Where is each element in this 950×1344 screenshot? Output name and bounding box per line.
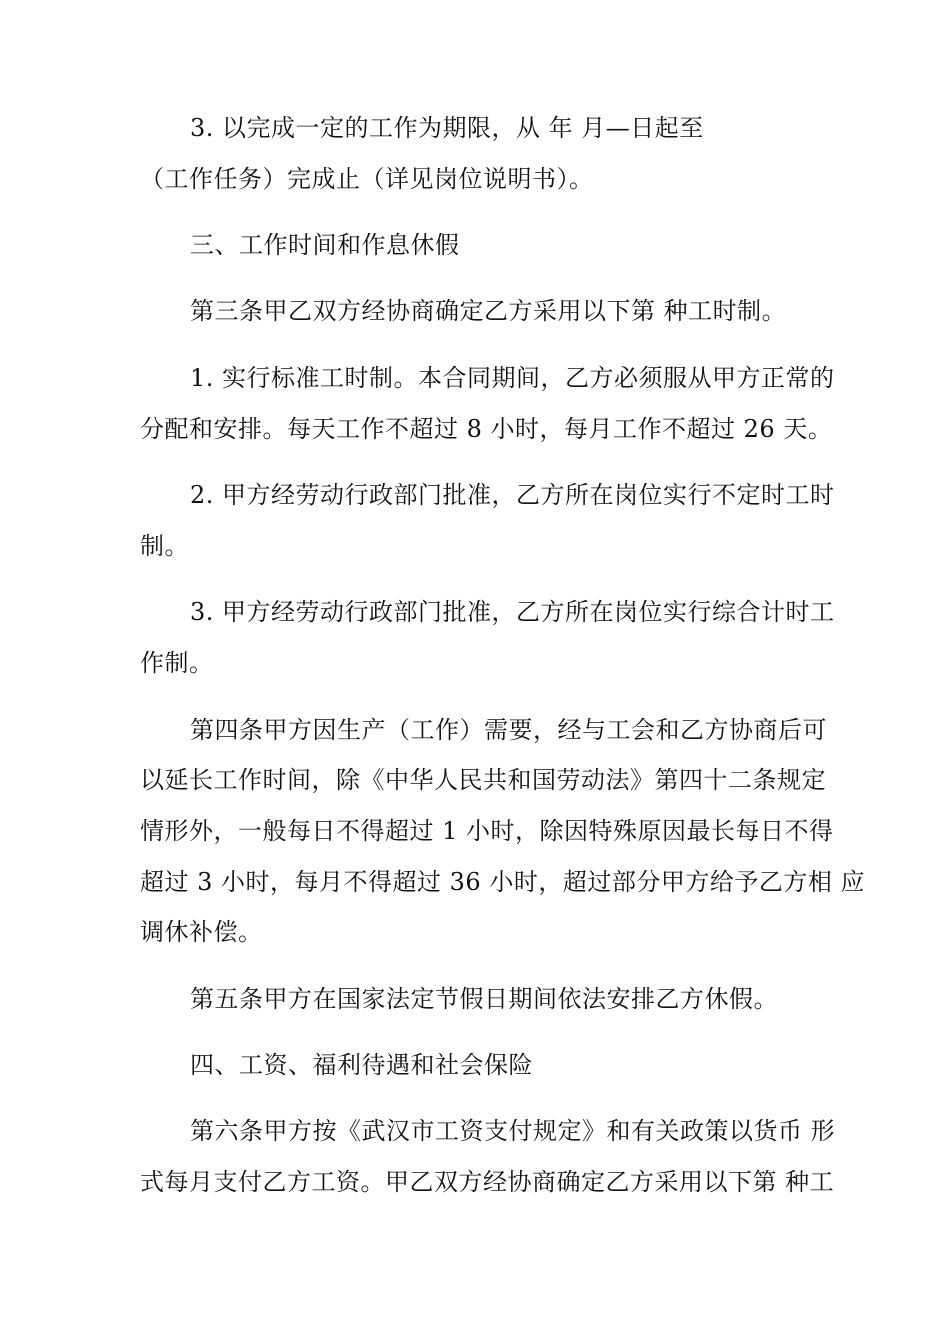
text-line: 第五条甲方在国家法定节假日期间依法安排乙方休假。 (190, 985, 778, 1013)
text-line: 第六条甲方按《武汉市工资支付规定》和有关政策以货币 形 (190, 1117, 836, 1145)
text-line: 调休补偿。 (140, 918, 263, 946)
text-line: 情形外，一般每日不得超过 1 小时，除因特殊原因最长每日不得 (140, 817, 834, 845)
text-line: 3. 以完成一定的工作为期限，从 年 月—日起至 (190, 114, 704, 142)
text-line: 超过 3 小时，每月不得超过 36 小时，超过部分甲方给予乙方相 应 (140, 868, 865, 896)
text-line: 制。 (140, 532, 189, 560)
text-line: 式每月支付乙方工资。甲乙双方经协商确定乙方采用以下第 种工 (140, 1168, 835, 1196)
section-heading: 四、工资、福利待遇和社会保险 (190, 1051, 533, 1079)
text-line: 第四条甲方因生产（工作）需要，经与工会和乙方协商后可 (190, 716, 827, 744)
text-line: 2. 甲方经劳动行政部门批准，乙方所在岗位实行不定时工时 (190, 481, 835, 509)
text-line: （工作任务）完成止（详见岗位说明书）。 (140, 165, 594, 193)
section-heading: 三、工作时间和作息休假 (190, 231, 460, 259)
text-line: 分配和安排。每天工作不超过 8 小时，每月工作不超过 26 天。 (140, 415, 833, 443)
text-line: 第三条甲乙双方经协商确定乙方采用以下第 种工时制。 (190, 297, 787, 325)
text-line: 作制。 (140, 649, 214, 677)
text-line: 3. 甲方经劳动行政部门批准，乙方所在岗位实行综合计时工 (190, 598, 835, 626)
text-line: 以延长工作时间，除《中华人民共和国劳动法》第四十二条规定 (140, 766, 826, 794)
text-line: 1. 实行标准工时制。本合同期间，乙方必须服从甲方正常的 (190, 364, 835, 392)
